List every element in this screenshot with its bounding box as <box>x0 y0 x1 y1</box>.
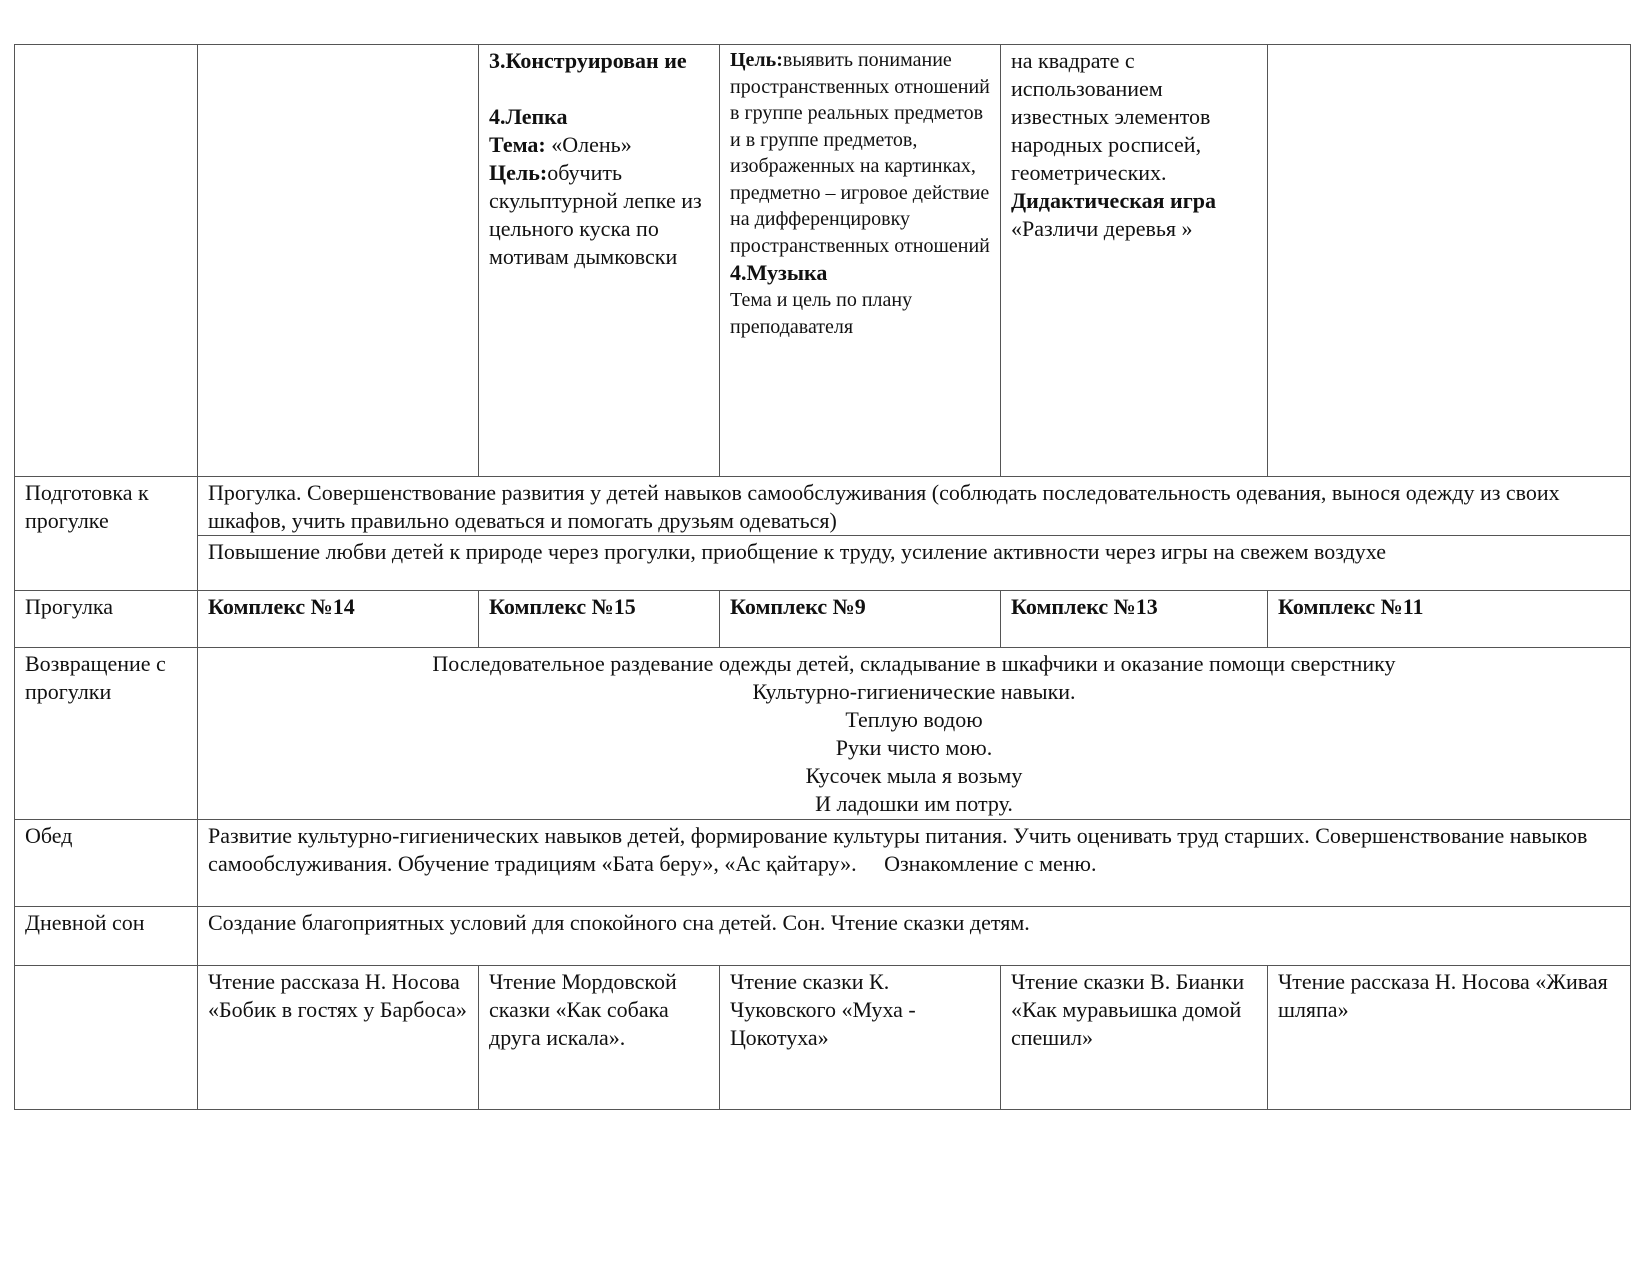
activities-tuesday-cell <box>479 45 720 477</box>
walk-prep-row <box>15 477 1631 536</box>
walk-prep-line1: Прогулка. Совершенствование развития у детей навыков самообслуживания (соблюдать последовательность одевания, вынося одежду из своих шкафов, учить правильно одеваться и помогать друзьям одеваться) <box>198 477 1631 536</box>
drawing-text: на квадрате с использованием известных элементов народных росписей, геометрических. <box>1011 48 1211 185</box>
schedule-table <box>14 44 1631 1110</box>
activities-thursday-cell <box>1001 45 1268 477</box>
walk-complex-4: Комплекс №13 <box>1001 591 1268 648</box>
reading-wednesday: Чтение сказки К. Чуковского «Муха - Цокотуха» <box>720 966 1001 1110</box>
didactic-game-name: «Различи деревья » <box>1011 216 1193 241</box>
walk-prep-label: Подготовка к прогулке <box>15 477 198 591</box>
return-line: Руки чисто мою. <box>835 735 993 760</box>
return-line: Последовательное раздевание одежды детей, складывание в шкафчики и оказание помощи сверстнику <box>432 651 1396 676</box>
walk-complex-3: Комплекс №9 <box>720 591 1001 648</box>
return-line: Кусочек мыла я возьму <box>805 763 1023 788</box>
return-text <box>198 648 1631 820</box>
modeling-title: 4.Лепка <box>489 104 568 129</box>
activities-wednesday-cell <box>720 45 1001 477</box>
lunch-label: Обед <box>15 820 198 907</box>
spatial-goal <box>730 47 990 259</box>
walk-row <box>15 591 1631 648</box>
nap-row <box>15 907 1631 966</box>
lunch-row <box>15 820 1631 907</box>
lunch-text: Развитие культурно-гигиенических навыков детей, формирование культуры питания. Учить оценивать труд старших. Совершенствование навыков самообслуживания. Обучение традициям «Бата беру», «Ас қайтару». Ознакомление с меню. <box>198 820 1631 907</box>
reading-tuesday: Чтение Мордовской сказки «Как собака друга искала». <box>479 966 720 1110</box>
activities-label-cell <box>15 45 198 477</box>
activities-friday-cell <box>1268 45 1631 477</box>
music-title: 4.Музыка <box>730 260 828 285</box>
construction-title: 3.Конструирован ие <box>489 48 687 73</box>
reading-thursday: Чтение сказки В. Бианки «Как муравьишка домой спешил» <box>1001 966 1268 1110</box>
reading-row <box>15 966 1631 1110</box>
walk-label: Прогулка <box>15 591 198 648</box>
walk-complex-5: Комплекс №11 <box>1268 591 1631 648</box>
goal-label: Цель: <box>730 49 783 71</box>
return-line: И ладошки им потру. <box>815 791 1013 816</box>
theme-label: Тема: <box>489 132 546 157</box>
theme-value: «Олень» <box>545 132 632 157</box>
reading-label <box>15 966 198 1110</box>
return-line: Культурно-гигиенические навыки. <box>752 679 1076 704</box>
nap-label: Дневной сон <box>15 907 198 966</box>
walk-complex-2: Комплекс №15 <box>479 591 720 648</box>
walk-prep-line2: Повышение любви детей к природе через прогулки, приобщение к труду, усиление активности через игры на свежем воздухе <box>198 536 1631 591</box>
return-row <box>15 648 1631 820</box>
nap-text: Создание благоприятных условий для спокойного сна детей. Сон. Чтение сказки детям. <box>198 907 1631 966</box>
didactic-game-title: Дидактическая игра <box>1011 188 1216 213</box>
activities-monday-cell <box>198 45 479 477</box>
goal-value: обучить скульптурной лепке из цельного куска по мотивам дымковски <box>489 160 702 269</box>
walk-complex-1: Комплекс №14 <box>198 591 479 648</box>
walk-prep-row-2 <box>15 536 1631 591</box>
return-label: Возвращение с прогулки <box>15 648 198 820</box>
goal-value: выявить понимание пространственных отношений в группе реальных предметов и в группе предметов, изображенных на картинках, предметно – игровое действие на дифференцировку пространственных отношений <box>730 49 990 257</box>
return-line: Теплую водою <box>845 707 983 732</box>
schedule-page <box>14 44 1631 1110</box>
activities-row <box>15 45 1631 477</box>
reading-friday: Чтение рассказа Н. Носова «Живая шляпа» <box>1268 966 1631 1110</box>
goal-label: Цель: <box>489 160 548 185</box>
modeling-theme <box>489 131 709 159</box>
modeling-goal <box>489 159 709 271</box>
music-text: Тема и цель по плану преподавателя <box>730 289 913 338</box>
reading-monday: Чтение рассказа Н. Носова «Бобик в гостях у Барбоса» <box>198 966 479 1110</box>
